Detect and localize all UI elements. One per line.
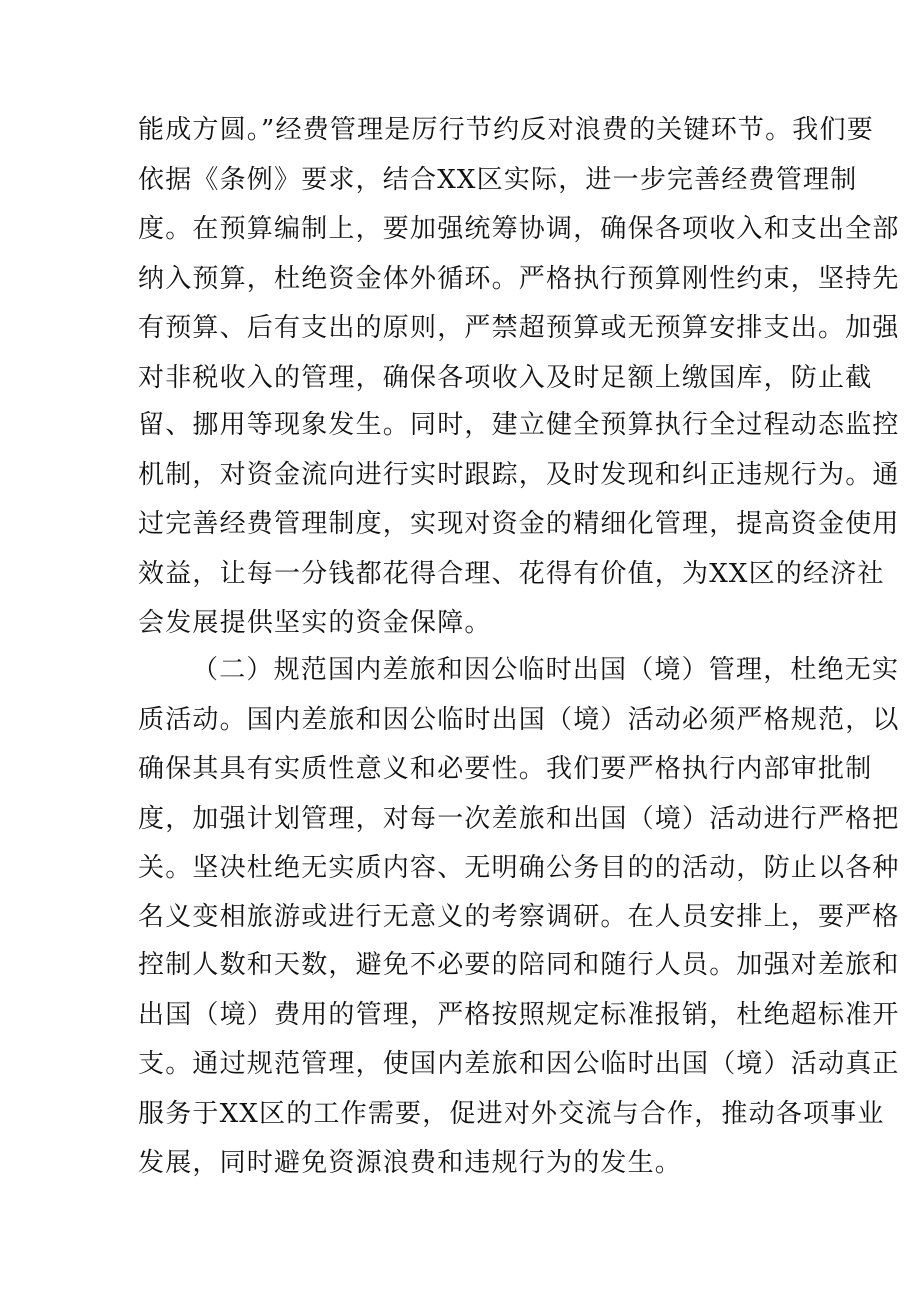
text-line: 有预算、后有支出的原则，严禁超预算或无预算安排支出。加强: [138, 313, 900, 343]
text-line: 控制人数和天数，避免不必要的陪同和随行人员。加强对差旅和: [138, 950, 900, 980]
text-line: 度，加强计划管理，对每一次差旅和出国（境）活动进行严格把: [138, 804, 900, 834]
text-line: 效益，让每一分钱都花得合理、花得有价值，为XX区的经济社: [138, 559, 885, 589]
text-line: 质活动。国内差旅和因公临时出国（境）活动必须严格规范，以: [138, 705, 900, 735]
text-line: 度。在预算编制上，要加强统筹协调，确保各项收入和支出全部: [138, 214, 900, 244]
text-line: 支。通过规范管理，使国内差旅和因公临时出国（境）活动真正: [138, 1049, 900, 1079]
text-line: 对非税收入的管理，确保各项收入及时足额上缴国库，防止截: [138, 363, 873, 393]
text-line: 出国（境）费用的管理，严格按照规定标准报销，杜绝超标准开: [138, 1000, 900, 1030]
text-line: 会发展提供坚实的资金保障。: [138, 608, 492, 638]
text-line: 纳入预算，杜绝资金体外循环。严格执行预算刚性约束，坚持先: [138, 264, 900, 294]
text-line: 过完善经费管理制度，实现对资金的精细化管理，提高资金使用: [138, 509, 900, 539]
text-line: 依据《条例》要求，结合XX区实际，进一步完善经费管理制: [138, 165, 858, 195]
text-line: 能成方圆。”经费管理是厉行节约反对浪费的关键环节。我们要: [138, 115, 874, 145]
text-line: 服务于XX区的工作需要，促进对外交流与合作，推动各项事业: [138, 1099, 885, 1129]
text-line: 发展，同时避免资源浪费和违规行为的发生。: [138, 1148, 683, 1178]
text-line: 留、挪用等现象发生。同时，建立健全预算执行全过程动态监控: [138, 410, 900, 440]
text-line: 名义变相旅游或进行无意义的考察调研。在人员安排上，要严格: [138, 902, 900, 932]
text-line: 关。坚决杜绝无实质内容、无明确公务目的的活动，防止以各种: [138, 853, 900, 883]
text-line: 确保其具有实质性意义和必要性。我们要严格执行内部审批制: [138, 754, 873, 784]
section-heading-line: （二）规范国内差旅和因公临时出国（境）管理，杜绝无实: [192, 655, 900, 685]
text-line: 机制，对资金流向进行实时跟踪，及时发现和纠正违规行为。通: [138, 460, 900, 490]
